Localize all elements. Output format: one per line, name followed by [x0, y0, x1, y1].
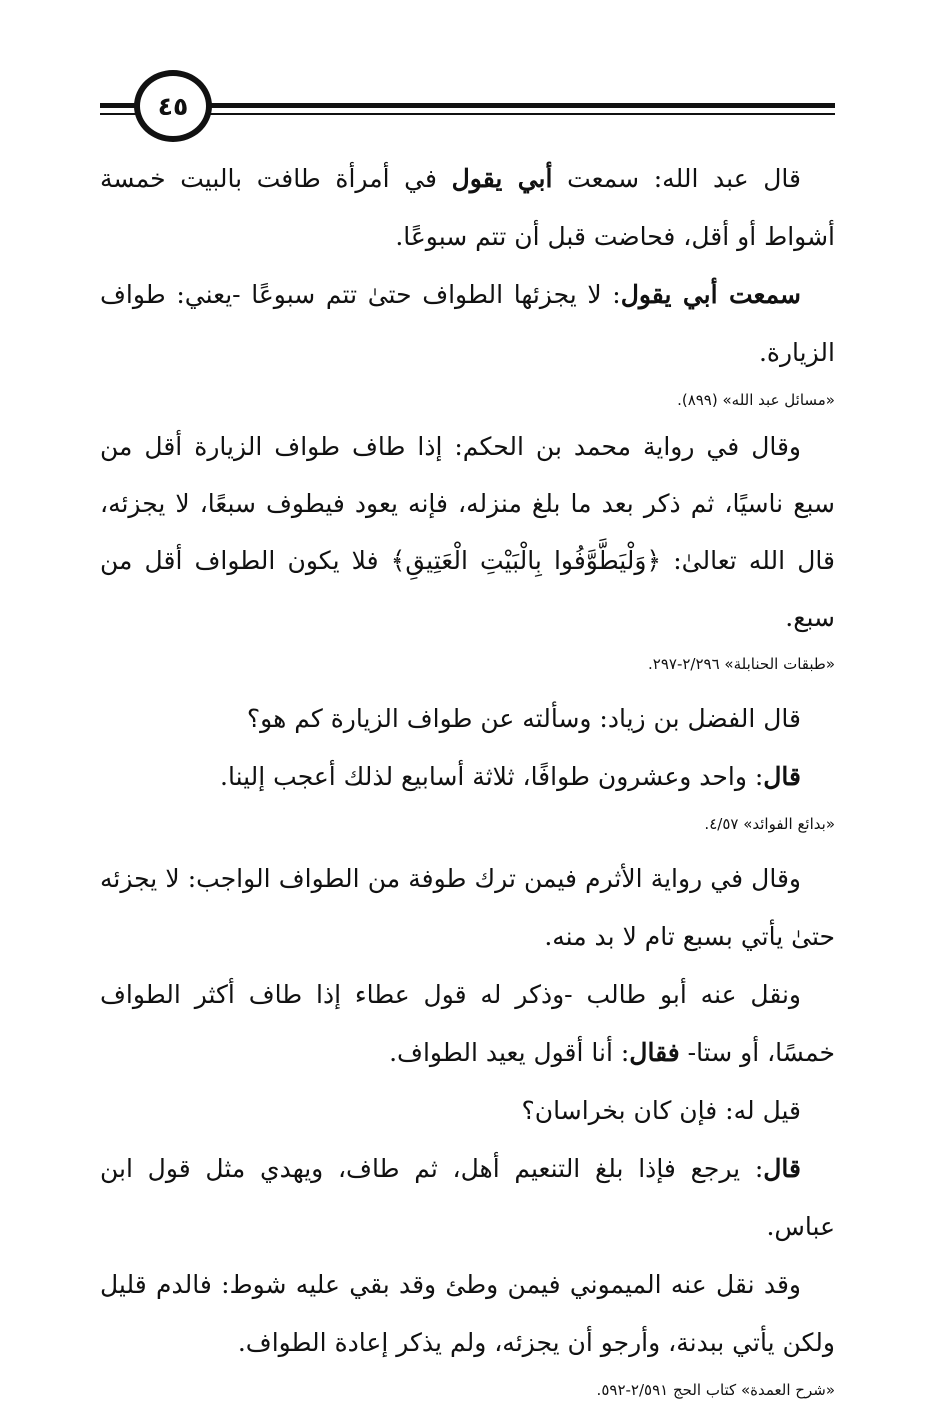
- paragraph-1-bold: أبي يقول: [451, 164, 553, 193]
- paragraph-6-text: وقال في رواية الأثرم فيمن ترك طوفة من الطواف الواجب: لا يجزئه حتىٰ يأتي بسبع تام لا بد منه.: [100, 864, 835, 951]
- paragraph-5: [100, 748, 835, 806]
- page-number: ٤٥: [157, 91, 189, 121]
- paragraph-10-text: وقد نقل عنه الميموني فيمن وطئ وقد بقي عليه شوط: فالدم قليل ولكن يأتي ببدنة، وأرجو أن يجزئه، ولم يذكر إعادة الطواف.: [100, 1270, 835, 1357]
- paragraph-5-bold: قال: [763, 762, 801, 791]
- paragraph-3-text: وقال في رواية محمد بن الحكم: إذا طاف طواف الزيارة أقل من سبع ناسيًا، ثم ذكر بعد ما بلغ منزله، فإنه يعود فيطوف سبعًا، لا يجزئه، قال الله تعالىٰ: ﴿وَلْيَطَّوَّفُوا بِالْبَيْتِ الْعَتِيقِ﴾ فلا يكون الطواف أقل من سبع.: [100, 432, 835, 632]
- paragraph-8-lead: قيل له: فإن كان بخراسان؟: [521, 1096, 801, 1125]
- source-citation-1: «مسائل عبد الله» (٨٩٩).: [677, 391, 835, 409]
- paragraph-8: [100, 1082, 835, 1140]
- paragraph-9-text: : يرجع فإذا بلغ التنعيم أهل، ثم طاف، ويهدي مثل قول ابن عباس.: [100, 1154, 835, 1241]
- page-number-badge: [134, 70, 212, 142]
- paragraph-7-lead: ونقل عنه أبو طالب -وذكر له قول عطاء إذا طاف أكثر الطواف خمسًا، أو ستا-: [100, 980, 835, 1067]
- paragraph-10: [100, 1256, 835, 1372]
- paragraph-6: [100, 850, 835, 966]
- paragraph-2-bold: سمعت أبي يقول: [620, 280, 802, 309]
- source-citation-2: «طبقات الحنابلة» ٢/٢٩٦-٢٩٧.: [648, 655, 835, 673]
- paragraph-1-text: في أمرأة طافت بالبيت خمسة أشواط أو أقل، فحاضت قبل أن تتم سبوعًا.: [100, 164, 835, 251]
- paragraph-7: [100, 966, 835, 1082]
- source-citation-3: «بدائع الفوائد» ٤/٥٧.: [704, 815, 835, 833]
- paragraph-4-lead: قال الفضل بن زياد: وسألته عن طواف الزيارة كم هو؟: [246, 704, 801, 733]
- page-content: [100, 150, 835, 1408]
- paragraph-4: [100, 690, 835, 748]
- page-header: [100, 64, 835, 150]
- paragraph-3: [100, 418, 835, 646]
- paragraph-7-text: : أنا أقول يعيد الطواف.: [389, 1038, 630, 1067]
- source-citation-4: «شرح العمدة» كتاب الحج ٢/٥٩١-٥٩٢.: [596, 1381, 835, 1399]
- paragraph-2: [100, 266, 835, 382]
- paragraph-2-text: : لا يجزئها الطواف حتىٰ تتم سبوعًا -يعني: طواف الزيارة.: [100, 280, 835, 367]
- paragraph-5-text: : واحد وعشرون طوافًا، ثلاثة أسابيع لذلك أعجب إلينا.: [220, 762, 764, 791]
- paragraph-1: [100, 150, 835, 266]
- paragraph-7-bold: فقال: [629, 1038, 680, 1067]
- paragraph-9: [100, 1140, 835, 1256]
- paragraph-1-lead: قال عبد الله: سمعت: [552, 164, 801, 193]
- paragraph-9-bold: قال: [763, 1154, 801, 1183]
